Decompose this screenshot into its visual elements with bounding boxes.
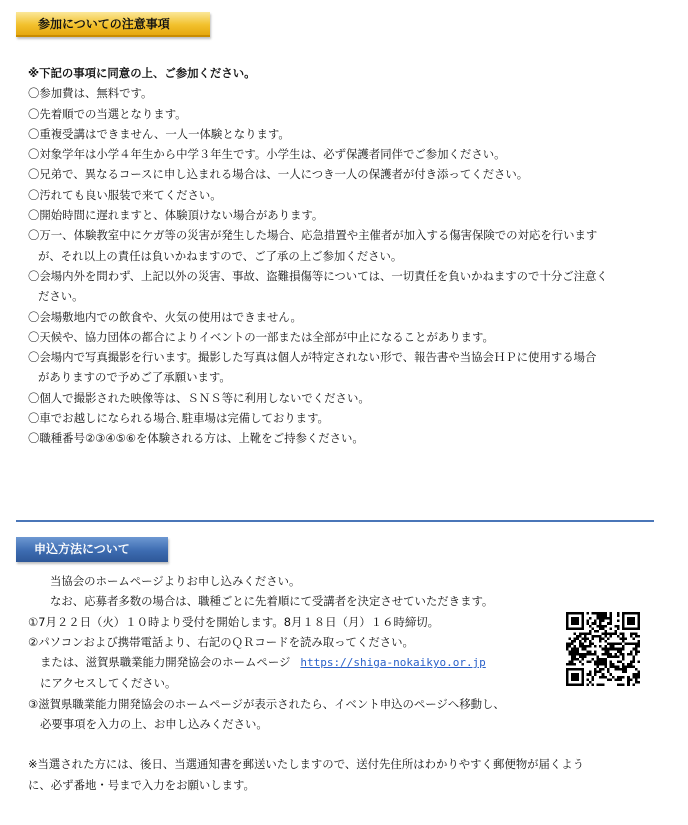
- apply-intro-1: 当協会のホームページよりお申し込みください。: [50, 574, 301, 588]
- notes-item: 〇職種番号②③④⑤⑥を体験される方は、上靴をご持参ください。: [28, 431, 364, 446]
- notes-item: 〇参加費は、無料です。: [28, 86, 153, 101]
- apply-step-2c: にアクセスしてください。: [40, 676, 177, 691]
- apply-step-3b: 必要事項を入力の上、お申し込みください。: [40, 717, 268, 732]
- apply-step-1: ①7月２２日（火）１０時より受付を開始します。8月１８日（月）１６時締切。: [28, 614, 440, 629]
- notes-item: 〇重複受講はできません、一人一体験となります。: [28, 126, 290, 141]
- notes-item: 〇会場内で写真撮影を行います。撮影した写真は個人が特定されない形で、報告書や当協会ＨＰに使用する場合: [28, 350, 597, 365]
- notes-item-continued: がありますので予めご了承願います。: [38, 370, 231, 385]
- spacer: [28, 734, 668, 754]
- apply-note-1: ※当選された方には、後日、当選通知書を郵送いたしますので、送付先住所はわかりやすく郵便物が届くよう: [28, 757, 585, 772]
- notes-item: 〇兄弟で、異なるコースに申し込まれる場合は、一人につき一人の保護者が付き添ってください。: [28, 167, 529, 182]
- website-link[interactable]: https://shiga-nokaikyo.or.jp: [300, 656, 486, 670]
- apply-step-2b-text: または、滋賀県職業能力開発協会のホームページ: [40, 655, 291, 670]
- section-divider: [16, 520, 654, 522]
- notes-item: 〇万一、体験教室中にケガ等の災害が発生した場合、応急措置や主催者が加入する傷害保険での対応を行います: [28, 228, 598, 243]
- apply-section-title: 申込方法について: [16, 537, 168, 562]
- notes-list: [28, 63, 668, 449]
- notes-item: 〇汚れても良い服装で来てください。: [28, 187, 222, 202]
- notes-item: 〇会場内外を問わず、上記以外の災害、事故、盗難損傷等については、一切責任を負いかねますので十分ご注意く: [28, 268, 608, 283]
- notes-item: 〇天候や、協力団体の都合によりイベントの一部または全部が中止になることがあります。: [28, 329, 494, 344]
- apply-note-2: に、必ず番地・号まで入力をお願いします。: [28, 777, 255, 792]
- notes-lead: ※下記の事項に同意の上、ご参加ください。: [28, 66, 256, 80]
- notes-section-title: 参加についての注意事項: [16, 12, 210, 37]
- notes-item: 〇開始時間に遅れますと、体験頂けない場合があります。: [28, 208, 324, 223]
- qr-code-icon[interactable]: [566, 612, 640, 686]
- notes-item: 〇対象学年は小学４年生から中学３年生です。小学生は、必ず保護者同伴でご参加ください。: [28, 147, 506, 162]
- apply-step-3: ③滋賀県職業能力開発協会のホームページが表示されたら、イベント申込のページへ移動し、: [28, 696, 505, 711]
- notes-item: 〇先着順での当選となります。: [28, 106, 187, 121]
- notes-item: 〇個人で撮影された映像等は、ＳＮＳ等に利用しないでください。: [28, 390, 370, 405]
- apply-intro-2: なお、応募者多数の場合は、職種ごとに先着順にて受講者を決定させていただきます。: [50, 594, 494, 609]
- apply-step-2: ②パソコンおよび携帯電話より、右記のＱＲコードを読み取ってください。: [28, 634, 414, 649]
- notes-item-continued: ださい。: [38, 289, 84, 304]
- notes-item-continued: が、それ以上の責任は負いかねますので、ご了承の上ご参加ください。: [38, 248, 403, 263]
- notes-item: 〇会場敷地内での飲食や、火気の使用はできません。: [28, 309, 302, 324]
- notes-item: 〇車でお越しになられる場合､駐車場は完備しております。: [28, 411, 329, 426]
